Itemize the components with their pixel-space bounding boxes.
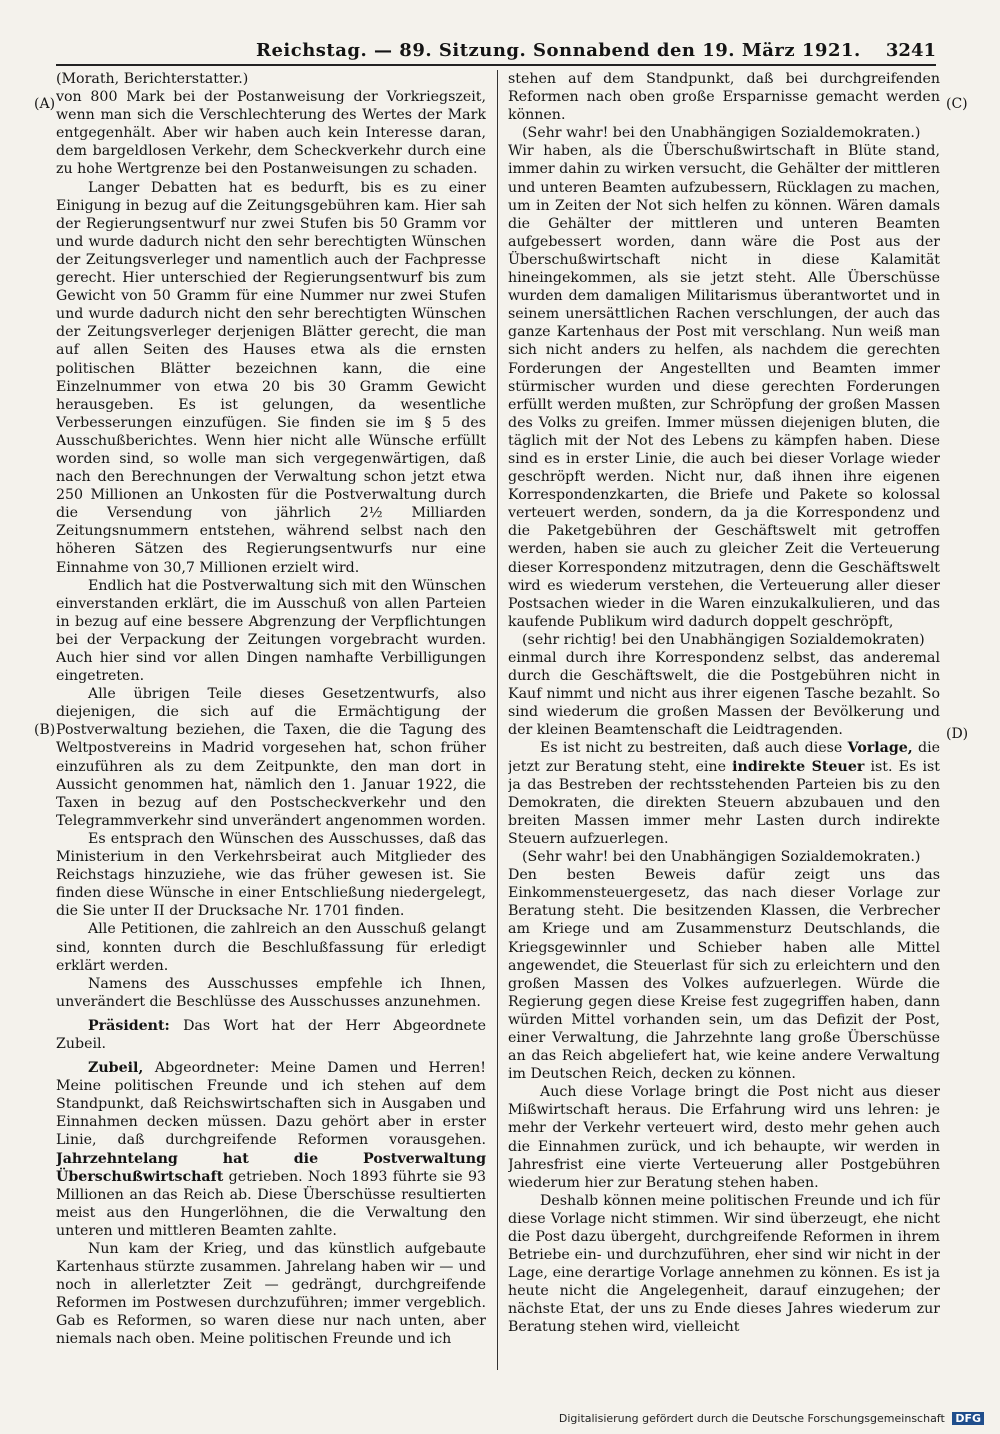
margin-label-b: (B)	[34, 722, 56, 738]
footer-text: Digitalisierung gefördert durch die Deutsche Forschungsgemeinschaft	[558, 1412, 945, 1425]
header-rule	[56, 64, 936, 66]
paragraph: Es entsprach den Wünschen des Ausschusses, daß das Ministerium in den Verkehrsbeirat auch Mitglieder des Reichstags hinzuziehe, wie das früher gewesen ist. Sie finden diese Wünsche in einer Entschließung niedergelegt, die Sie unter II der Drucksache Nr. 1701 finden.	[56, 830, 486, 920]
speech-text: Abgeordneter: Meine Damen und Herren! Meine politischen Freunde und ich stehen auf dem Standpunkt, daß Reichswirtschaften sich in Ausgaben und Einnahmen decken müssen. Dazu gehört aber in erster Linie, daß durchgreifende Reformen vorausgehen.	[56, 1060, 486, 1149]
paragraph	[508, 739, 940, 848]
paragraph: Endlich hat die Postverwaltung sich mit den Wünschen einverstanden erklärt, die im Ausschuß von allen Parteien in bezug auf eine bessere Abgrenzung der Verpflichtungen bei der Verpackung der Zeitungen vorgebracht wurden. Auch hier sind vor allen Dingen namhafte Verbilligungen eingetreten.	[56, 577, 486, 685]
dfg-logo: DFG	[952, 1412, 984, 1425]
margin-label-a: (A)	[34, 96, 56, 112]
text-run: ist. Es ist ja das Bestreben der rechtsstehenden Parteien bis zu den Demokraten, die direkten Steuern abzubauen und den breiten Massen immer mehr Lasten durch indirekte Steuern aufzuerlegen.	[508, 758, 940, 847]
text-run: die jetzt zur Beratung steht, eine	[508, 740, 940, 775]
header-title: Reichstag. — 89. Sitzung. Sonnabend den 19. März 1921.	[256, 40, 861, 61]
speech-text: getrieben. Noch 1893 führte sie 93 Millionen an das Reich ab. Diese Überschüsse resultierten meist aus den Hungerlöhnen, die die Verwaltung den unteren und mittleren Beamten zahlte.	[56, 1168, 486, 1239]
speaker-name: Präsident:	[88, 1017, 170, 1034]
paragraph: Auch diese Vorlage bringt die Post nicht aus dieser Mißwirtschaft heraus. Die Erfahrung wird uns lehren: je mehr der Verkehr verteuert wird, desto mehr gehen auch die Einnahmen zurück, und ich behaupte, wir werden in Jahresfrist eine vierte Verteuerung aller Postgebühren wiederum hier zur Beratung stehen haben.	[508, 1084, 940, 1191]
interjection: (Sehr wahr! bei den Unabhängigen Sozialdemokraten.)	[522, 849, 921, 866]
speaker-note: (Morath, Berichterstatter.)	[56, 71, 249, 87]
paragraph: Den besten Beweis dafür zeigt uns das Einkommensteuergesetz, das nach dieser Vorlage zur Beratung steht. Die besitzenden Klassen, die Verbrecher am Kriege und am Zusammensturz Deutschlands, die Kriegsgewinnler und Schieber haben alle Mittel angewendet, die Steuerlast für sich zu erleichtern und den großen Massen des Volkes aufzuerlegen. Würde die Regierung gegen diese Kreise fest zugegriffen haben, dann würden Mittel vorhanden sein, um das Defizit der Post, einer Verwaltung, die Jahrzehnte lang große Überschüsse an das Reich abgeliefert hat, wie keine andere Verwaltung im Deutschen Reich, decken zu können.	[508, 867, 940, 1083]
emphasis-text: indirekte Steuer	[732, 758, 865, 775]
paragraph: Deshalb können meine politischen Freunde und ich für diese Vorlage nicht stimmen. Wir sind überzeugt, ehe nicht die Post dazu übergeht, durchgreifende Reformen in ihrem Betriebe ein- und durchzuführen, eher sind wir nicht in der Lage, eine derartige Vorlage annehmen zu können. Es ist ja heute nicht die Angelegenheit, darauf einzugehen; der nächste Etat, der uns zu Ende dieses Jahres wiederum zur Beratung stehen wird, vielleicht	[508, 1192, 940, 1336]
interjection: (Sehr wahr! bei den Unabhängigen Sozialdemokraten.)	[522, 125, 921, 142]
page-number: 3241	[885, 40, 936, 61]
interjection: (sehr richtig! bei den Unabhängigen Sozialdemokraten)	[522, 631, 925, 648]
speech-text: Das Wort hat der Herr Abgeordnete Zubeil.	[56, 1017, 486, 1052]
speaker-name: Zubeil,	[88, 1060, 144, 1077]
left-column	[56, 70, 486, 1375]
president-paragraph	[56, 1017, 486, 1053]
paragraph: Nun kam der Krieg, und das künstlich aufgebaute Kartenhaus stürzte zusammen. Jahrelang haben wir — und noch in allerletzter Zeit — gedrängt, durchgreifende Reformen im Postwesen durchzuführen; immer vergeblich. Gab es Reformen, so waren diese nur nach unten, aber niemals nach oben. Meine politischen Freunde und ich	[56, 1241, 486, 1348]
margin-label-d: (D)	[946, 726, 969, 742]
paragraph: Namens des Ausschusses empfehle ich Ihnen, unverändert die Beschlüsse des Ausschusses anzunehmen.	[56, 975, 486, 1010]
emphasis-text: Vorlage,	[847, 740, 913, 757]
paragraph: stehen auf dem Standpunkt, daß bei durchgreifenden Reformen nach oben große Ersparnisse gemacht werden können.	[508, 71, 940, 124]
paragraph: Alle Petitionen, die zahlreich an den Ausschuß gelangt sind, konnten durch die Beschlußfassung für erledigt erklärt werden.	[56, 921, 486, 974]
text-run: Es ist nicht zu bestreiten, daß auch diese	[540, 740, 843, 757]
paragraph: von 800 Mark bei der Postanweisung der Vorkriegszeit, wenn man sich die Verschlechterung des Wertes der Mark entgegenhält. Aber wir haben auch kein Interesse daran, dem bargeldlosen Verkehr, dem Scheckverkehr durch eine zu hohe Wertgrenze bei den Postanweisungen zu schaden.	[56, 89, 486, 178]
margin-label-c: (C)	[946, 96, 968, 112]
right-column	[508, 70, 940, 1375]
paragraph: Wir haben, als die Überschußwirtschaft in Blüte stand, immer dahin zu wirken versucht, die Gehälter der mittleren und unteren Beamten aufzubessern, Rücklagen zu machen, um in Zeiten der Not sich helfen zu können. Wären damals die Gehälter der mittleren und unteren Beamten aufgebessert worden, dann wäre die Post aus der Überschußwirtschaft nicht in diese Kalamität hineingekommen, als sie jetzt steht. Alle Überschüsse wurden dem damaligen Militarismus überantwortet und in seinem unersättlichen Rachen verschlungen, der auch das ganze Kartenhaus der Post mit verschlang. Nun weiß man sich nicht anders zu helfen, als nachdem die gerechten Forderungen der Angestellten und Beamten immer stürmischer wurden und diese gerechten Forderungen erfüllt werden mußten, zur Schröpfung der großen Massen des Volks zu greifen. Immer müssen diejenigen bluten, die täglich mit der Not des Lebens zu kämpfen haben. Diese sind es in erster Linie, die auch bei dieser Vorlage wieder geschröpft werden. Nicht nur, daß ihnen ihre eigenen Korrespondenzkarten, die Briefe und Pakete so kolossal verteuert werden, sondern, da ja die Korrespondenz und die Paketgebühren der Geschäftswelt mit getroffen werden, haben sie auch zu gleicher Zeit die Verteuerung dieser Korrespondenz mitzutragen, denn die Geschäftswelt wird es wiederum verstehen, die Verteuerung aller dieser Postsachen wieder in die Waren einzukalkulieren, und das kaufende Publikum wird dadurch doppelt geschröpft,	[508, 143, 940, 630]
paragraph: Alle übrigen Teile dieses Gesetzentwurfs, also diejenigen, die sich auf die Ermächtigung der Postverwaltung beziehen, die Taxen, die die Tagung des Weltpostvereins in Madrid vorgesehen hat, schon früher einzuführen als zu dem Zeitpunkte, den man dort in Aussicht genommen hat, nämlich den 1. Januar 1922, die Taxen in bezug auf den Postscheckverkehr und den Telegrammverkehr sind unverändert angenommen worden.	[56, 686, 486, 829]
footer-credit	[559, 1412, 984, 1425]
page-header	[56, 38, 936, 64]
paragraph: Langer Debatten hat es bedurft, bis es zu einer Einigung in bezug auf die Zeitungsgebühren kam. Hier sah der Regierungsentwurf nur zwei Stufen bis 50 Gramm vor und wurde dadurch nicht den sehr berechtigten Wünschen der Zeitungsverleger und namentlich auch der Fachpresse gerecht. Hier unterschied der Regierungsentwurf bis zum Gewicht von 50 Gramm für eine Nummer nur zwei Stufen und wurde dadurch nicht den sehr berechtigten Wünschen der Zeitungsverleger derjenigen Blätter gerecht, die man auf allen Seiten des Hauses etwa als die ernsten politischen Blätter bezeichnen kann, die eine Einzelnummer von etwa 20 bis 30 Gramm Gewicht herausgeben. Es ist gelungen, da wesentliche Verbesserungen einzufügen. Sie finden sie im § 5 des Ausschußberichtes. Wenn hier nicht alle Wünsche erfüllt worden sind, so wolle man sich vergegenwärtigen, daß nach den Berechnungen der Verwaltung schon jetzt etwa 250 Millionen an Unkosten für die Postverwaltung durch die Versendung von jährlich 2½ Milliarden Zeitungsnummern entstehen, während selbst nach den höheren Sätzen des Regierungsentwurfs nur eine Einnahme von 30,7 Millionen erzielt wird.	[56, 179, 486, 576]
paragraph: einmal durch ihre Korrespondenz selbst, das anderemal durch die Geschäftswelt, die die Postgebühren nicht in Kauf nimmt und nicht aus ihrer eigenen Tasche bezahlt. So sind wiederum die großen Massen der Bevölkerung und der kleinen Beamtenschaft die Leidtragenden.	[508, 650, 940, 739]
zubeil-paragraph	[56, 1059, 486, 1240]
emphasis-text: Jahrzehntelang hat die Postverwaltung Überschußwirtschaft	[56, 1150, 486, 1185]
column-divider	[497, 70, 498, 1370]
